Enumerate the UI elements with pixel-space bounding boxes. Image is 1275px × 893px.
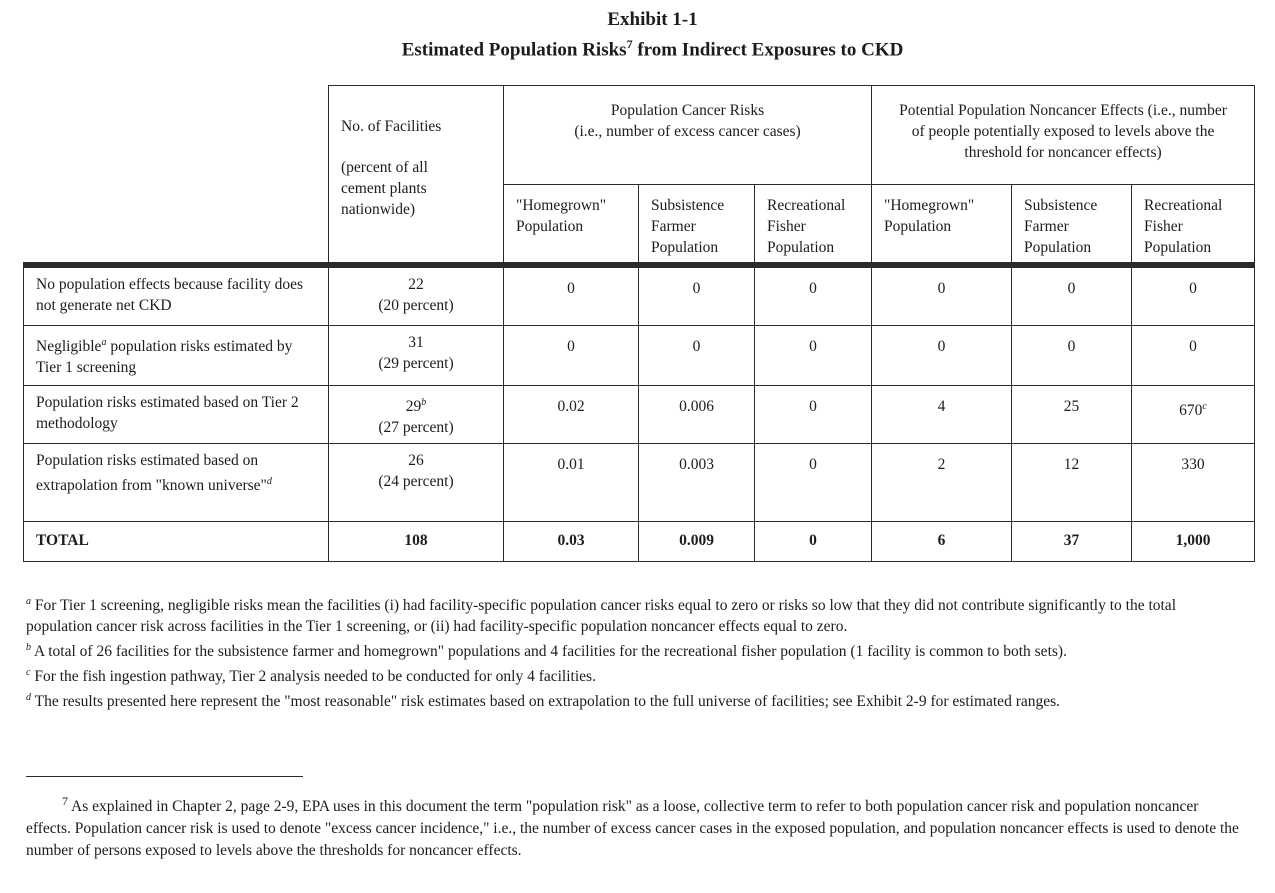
cell-cancer-farmer: 0.006 [639,386,755,444]
cell-cancer-fisher: 0 [755,268,872,326]
header-noncancer-group [872,86,1255,185]
heading-footnote-mark: 7 [626,37,633,51]
facility-count [333,392,499,417]
page-footnote [26,790,1246,862]
total-noncancer-farmer: 37 [1012,522,1132,562]
row-label-text: Population risks estimated based on Tier 2 methodology [36,394,299,432]
row-facilities [329,444,504,522]
header-row-top [24,86,1255,185]
cell-cancer-farmer: 0 [639,268,755,326]
cell-cancer-farmer: 0 [639,326,755,386]
table-note [26,591,1246,637]
header-cancer-homegrown: "Homegrown" Population [504,185,639,263]
note-text: A total of 26 facilities for the subsistence farmer and homegrown" populations and 4 facilities for the recreational fisher population (1 facility is common to both sets). [31,643,1067,661]
risk-table [23,85,1255,562]
footnote-paragraph [26,790,1246,862]
cell-cancer-homegrown: 0.01 [504,444,639,522]
cell-cancer-homegrown: 0.02 [504,386,639,444]
total-facilities: 108 [329,522,504,562]
cell-noncancer-fisher: 0 [1132,268,1255,326]
footnote-mark: d [266,476,272,487]
facility-count-value: 29 [405,398,422,416]
total-label: TOTAL [24,522,329,562]
row-label-text-tail: population risks estimated by Tier 1 screening [36,338,293,377]
table-row [24,386,1255,444]
note-text: The results presented here represent the "most reasonable" risk estimates based on extrapolation to the full universe of facilities; see Exhibit 2-9 for estimated ranges. [31,693,1061,711]
facility-count: 26 [408,452,424,469]
cell-noncancer-fisher [1132,386,1255,444]
cell-value: 670 [1179,402,1203,420]
cell-noncancer-fisher: 330 [1132,444,1255,522]
header-cancer-farmer: Subsistence Farmer Population [639,185,755,263]
row-facilities [329,326,504,386]
note-text: For the fish ingestion pathway, Tier 2 analysis needed to be conducted for only 4 facilities. [30,668,596,686]
row-facilities [329,268,504,326]
total-cancer-homegrown: 0.03 [504,522,639,562]
row-label-text: Negligible [36,338,102,356]
header-noncancer-homegrown: "Homegrown" Population [872,185,1012,263]
table-notes [26,591,1246,713]
total-cancer-fisher: 0 [755,522,872,562]
cell-noncancer-farmer: 12 [1012,444,1132,522]
cell-cancer-fisher: 0 [755,326,872,386]
footnote-mark: a [101,337,107,348]
cell-noncancer-homegrown: 0 [872,326,1012,386]
row-label-text: Population risks estimated based on extrapolation from "known universe" [36,452,267,495]
header-noncancer-farmer: Subsistence Farmer Population [1012,185,1132,263]
row-label [24,326,329,386]
table-note [26,637,1246,662]
row-facilities [329,386,504,444]
footnote-mark: b [421,397,427,408]
facility-percent: (24 percent) [378,473,454,490]
cell-cancer-farmer: 0.003 [639,444,755,522]
exhibit-heading [30,32,1275,62]
cell-noncancer-farmer: 0 [1012,326,1132,386]
heading-text: Estimated Population Risks [401,39,627,61]
header-facilities-subtitle: (percent of all cement plants nationwide) [341,159,428,218]
note-mark: c [26,667,31,679]
exhibit-number: Exhibit 1-1 [607,9,698,30]
cell-cancer-fisher: 0 [755,386,872,444]
total-noncancer-homegrown: 6 [872,522,1012,562]
note-mark: a [26,596,31,607]
row-label [24,386,329,444]
facility-percent: (20 percent) [378,297,454,314]
footnote-mark: c [1202,401,1207,412]
row-label-text: No population effects because facility does not generate net CKD [36,276,303,314]
header-noncancer-text: Potential Population Noncancer Effects (i.e., number of people potentially exposed to levels above the threshold for noncancer effects) [899,102,1227,161]
heading-text-tail: from Indirect Exposures to CKD [632,39,904,61]
note-mark: d [26,692,31,704]
facility-count: 31 [408,334,424,351]
table-note [26,662,1246,687]
cell-noncancer-farmer: 0 [1012,268,1132,326]
header-noncancer-fisher: Recreational Fisher Population [1132,185,1255,263]
table-row [24,268,1255,326]
table-row [24,326,1255,386]
total-row [24,522,1255,562]
total-noncancer-fisher: 1,000 [1132,522,1255,562]
cell-cancer-fisher: 0 [755,444,872,522]
total-cancer-farmer: 0.009 [639,522,755,562]
facility-count: 22 [408,276,424,293]
header-facilities [329,86,504,263]
cell-noncancer-homegrown: 2 [872,444,1012,522]
cell-cancer-homegrown: 0 [504,326,639,386]
footnote-number: 7 [62,794,68,808]
header-cancer-subtitle: (i.e., number of excess cancer cases) [574,123,801,140]
footnote-divider [26,776,303,777]
note-mark: b [26,642,31,654]
header-cancer-title: Population Cancer Risks [610,102,765,119]
row-label [24,444,329,522]
cell-noncancer-fisher: 0 [1132,326,1255,386]
header-facilities-title: No. of Facilities [341,118,442,135]
cell-noncancer-homegrown: 4 [872,386,1012,444]
cell-cancer-homegrown: 0 [504,268,639,326]
header-cancer-fisher: Recreational Fisher Population [755,185,872,263]
cell-noncancer-farmer: 25 [1012,386,1132,444]
facility-percent: (27 percent) [378,419,454,437]
header-cancer-group [504,86,872,185]
footnote-text: As explained in Chapter 2, page 2-9, EPA uses in this document the term "population risk" as a loose, collective term to refer to both population cancer risk and population noncancer effects. Population cancer risk is used to denote "excess cancer incidence," i.e., the number of excess cancer cases in the exposed population, and population noncancer effects is used to denote the number of persons exposed to levels above the thresholds for noncancer effects. [26,798,1239,860]
exhibit-title [0,8,1275,62]
header-corner [24,86,329,263]
cell-noncancer-homegrown: 0 [872,268,1012,326]
note-text: For Tier 1 screening, negligible risks mean the facilities (i) had facility-specific population cancer risks equal to zero or risks so low that they did not contribute significantly to the total population cancer risk across facilities in the Tier 1 screening, or (ii) had facility-specific population noncancer effects equal to zero. [26,597,1176,636]
facility-percent: (29 percent) [378,355,454,372]
row-label [24,268,329,326]
table-note [26,687,1246,712]
table-row [24,444,1255,522]
